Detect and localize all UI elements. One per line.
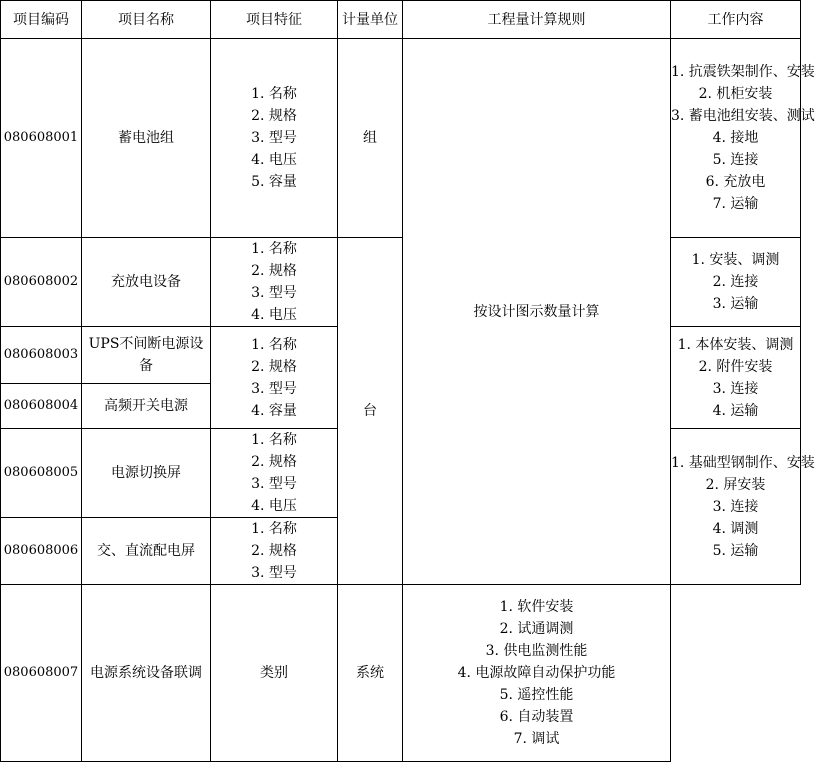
- item-work: [671, 39, 815, 238]
- item-unit: 台: [338, 238, 403, 585]
- feature-line: 1. 名称: [251, 432, 297, 448]
- work-line: 2. 附件安装: [698, 358, 773, 375]
- work-line: 1. 本体安装、调测: [677, 336, 794, 353]
- feature-line: 2. 规格: [251, 454, 297, 470]
- feature-line: 3. 型号: [251, 285, 297, 301]
- feature-line: 2. 规格: [251, 108, 297, 124]
- work-line: 1. 抗震铁架制作、安装: [671, 64, 815, 80]
- item-features: [211, 518, 338, 585]
- feature-line: 4. 电压: [251, 307, 297, 323]
- work-line: 4. 电源故障自动保护功能: [457, 665, 616, 681]
- work-line: 7. 运输: [712, 196, 759, 212]
- feature-line: 1. 名称: [251, 241, 297, 257]
- work-line: 3. 蓄电池组安装、测试: [671, 108, 815, 124]
- feature-line: 1. 名称: [251, 86, 297, 102]
- work-line: 2. 机柜安装: [698, 86, 773, 102]
- item-name: 充放电设备: [82, 238, 211, 327]
- header-rule: 工程量计算规则: [403, 1, 671, 39]
- feature-line: 2. 规格: [251, 263, 297, 279]
- feature-line: 4. 电压: [251, 498, 297, 514]
- item-work: [671, 238, 801, 327]
- feature-line: 4. 电压: [251, 152, 297, 168]
- work-line: 1. 安装、调测: [691, 252, 780, 268]
- item-code: 080608001: [1, 39, 82, 238]
- work-line: 2. 试通调测: [499, 621, 574, 637]
- item-unit: 组: [338, 39, 403, 238]
- work-line: 5. 运输: [712, 542, 759, 559]
- feature-line: 1. 名称: [251, 336, 297, 353]
- work-line: 3. 连接: [712, 498, 759, 515]
- table-row: [1, 585, 801, 762]
- item-code: 080608004: [1, 384, 82, 429]
- feature-line: 2. 规格: [251, 543, 297, 559]
- work-line: 4. 接地: [712, 130, 759, 146]
- work-line: 3. 供电监测性能: [485, 643, 588, 659]
- work-line: 1. 基础型钢制作、安装: [671, 454, 815, 471]
- item-features: [211, 238, 338, 327]
- item-name: UPS不间断电源设备: [82, 327, 211, 384]
- item-work: [671, 327, 801, 429]
- item-unit: 系统: [338, 585, 403, 762]
- item-features: [211, 429, 338, 518]
- header-row: [1, 1, 801, 39]
- table-row: [1, 39, 801, 238]
- work-line: 7. 调试: [513, 731, 560, 747]
- feature-line: 3. 型号: [251, 380, 297, 397]
- feature-line: 5. 容量: [251, 174, 297, 190]
- item-code: 080608005: [1, 429, 82, 518]
- work-line: 3. 连接: [712, 380, 759, 397]
- work-line: 4. 运输: [712, 402, 759, 419]
- item-name: 电源系统设备联调: [82, 585, 211, 762]
- item-code: 080608002: [1, 238, 82, 327]
- work-line: 3. 运输: [712, 296, 759, 312]
- header-name: 项目名称: [82, 1, 211, 39]
- item-name: 电源切换屏: [82, 429, 211, 518]
- item-features: [211, 39, 338, 238]
- work-line: 6. 充放电: [705, 174, 766, 190]
- item-work: [671, 429, 815, 585]
- work-line: 5. 遥控性能: [499, 687, 574, 703]
- item-code: 080608006: [1, 518, 82, 585]
- work-line: 5. 连接: [712, 152, 759, 168]
- header-unit: 计量单位: [338, 1, 403, 39]
- calc-rule: 按设计图示数量计算: [403, 39, 671, 585]
- feature-line: 3. 型号: [251, 476, 297, 492]
- item-features: [211, 327, 338, 429]
- item-code: 080608007: [1, 585, 82, 762]
- item-work: [403, 585, 671, 762]
- work-line: 2. 连接: [712, 274, 759, 290]
- work-line: 6. 自动装置: [499, 709, 574, 725]
- item-features: 类别: [211, 585, 338, 762]
- feature-line: 4. 容量: [251, 402, 297, 419]
- work-line: 4. 调测: [712, 520, 759, 537]
- table-row: [1, 238, 801, 327]
- feature-line: 3. 型号: [251, 565, 297, 581]
- feature-line: 1. 名称: [251, 521, 297, 537]
- feature-line: 3. 型号: [251, 130, 297, 146]
- header-code: 项目编码: [1, 1, 82, 39]
- header-work: 工作内容: [671, 1, 801, 39]
- item-code: 080608003: [1, 327, 82, 384]
- work-line: 2. 屏安装: [705, 476, 766, 493]
- header-features: 项目特征: [211, 1, 338, 39]
- item-name: 高频开关电源: [82, 384, 211, 429]
- item-name: 交、直流配电屏: [82, 518, 211, 585]
- feature-line: 2. 规格: [251, 358, 297, 375]
- item-name: 蓄电池组: [82, 39, 211, 238]
- work-line: 1. 软件安装: [499, 599, 574, 615]
